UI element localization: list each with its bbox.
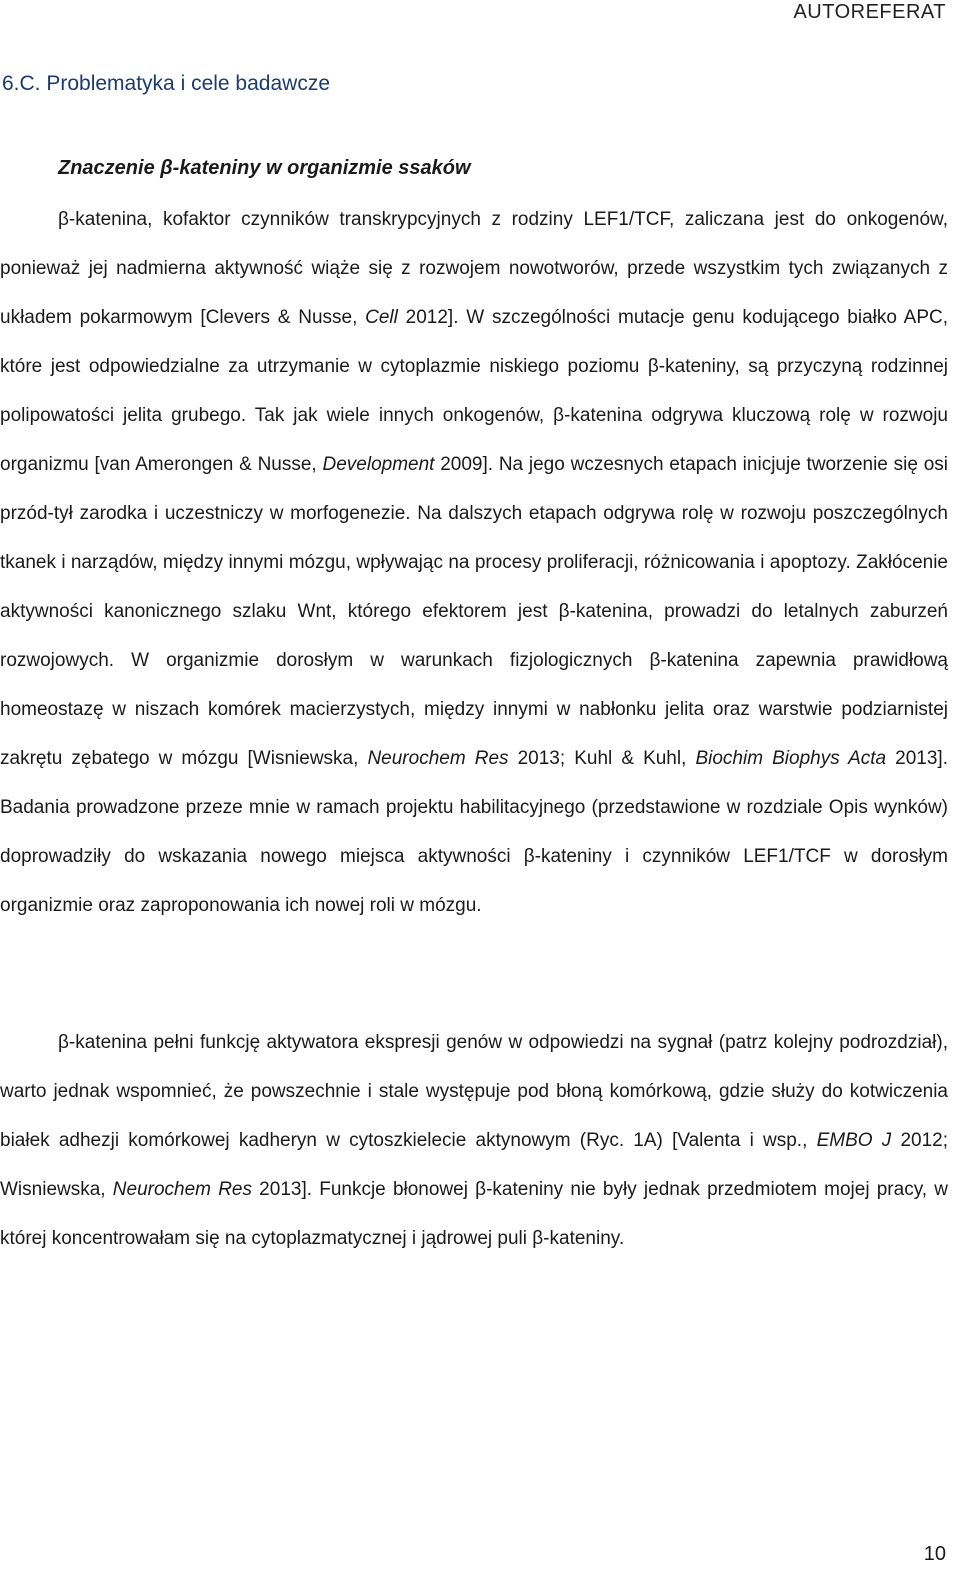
journal-name: EMBO J: [816, 1130, 892, 1151]
journal-name: Neurochem Res: [367, 748, 509, 769]
text-run: 2013]. Funkcje błonowej β-kateniny nie były jednak przedmiotem mojej pracy, w której koncentrowałam się na cytoplazmatycznej i jądrowej puli β-kateniny.: [0, 1179, 948, 1249]
paragraph-2: [0, 1018, 948, 1263]
text-run: 2012]. W szczególności mutacje genu kodującego białko APC, które jest odpowiedzialne za utrzymanie w cytoplazmie niskiego poziomu β-kateniny, są przyczyną rodzinnej polipowatości jelita grubego. Tak jak wiele innych onkogenów, β-katenina odgrywa kluczową rolę w rozwoju organizmu [van Amerongen & Nusse,: [0, 307, 948, 475]
journal-name: Cell: [365, 307, 398, 328]
text-run: β-katenina, kofaktor czynników transkrypcyjnych z rodziny LEF1/TCF, zaliczana jest do onkogenów, ponieważ jej nadmierna aktywność wiąże się z rozwojem nowotworów, przede wszystkim tych związanych z układem pokarmowym [Clevers & Nusse,: [0, 209, 948, 328]
subheading: Znaczenie β-kateniny w organizmie ssaków: [58, 157, 471, 179]
text-run: 2009]. Na jego wczesnych etapach inicjuje tworzenie się osi przód-tył zarodka i uczestniczy w morfogenezie. Na dalszych etapach odgrywa rolę w rozwoju poszczególnych tkanek i narządów, między innymi mózgu, wpływając na procesy proliferacji, różnicowania i apoptozy. Zakłócenie aktywności kanonicznego szlaku Wnt, którego efektorem jest β-katenina, prowadzi do letalnych zaburzeń rozwojowych. W organizmie dorosłym w warunkach fizjologicznych β-katenina zapewnia prawidłową homeostazę w niszach komórek macierzystych, między innymi w nabłonku jelita oraz warstwie podziarnistej zakrętu zębatego w mózgu [Wisniewska,: [0, 454, 948, 769]
journal-name: Biochim Biophys Acta: [695, 748, 887, 769]
running-header: AUTOREFERAT: [793, 1, 946, 23]
text-run: β-katenina pełni funkcję aktywatora ekspresji genów w odpowiedzi na sygnał (patrz kolejny podrozdział), warto jednak wspomnieć, że powszechnie i stale występuje pod błoną komórkową, gdzie służy do kotwiczenia białek adhezji komórkowej kadheryn w cytoszkielecie aktynowym (Ryc. 1A) [Valenta i wsp.,: [0, 1032, 948, 1151]
text-run: 2012; Wisniewska,: [0, 1130, 949, 1200]
journal-name: Development: [322, 454, 435, 475]
section-heading: 6.C. Problematyka i cele badawcze: [2, 72, 330, 95]
text-run: 2013; Kuhl & Kuhl,: [508, 748, 696, 769]
paragraph-1: [0, 195, 948, 930]
text-run: 2013]. Badania prowadzone przeze mnie w ramach projektu habilitacyjnego (przedstawione w rozdziale Opis wynków) doprowadziły do wskazania nowego miejsca aktywności β-kateniny i czynników LEF1/TCF w dorosłym organizmie oraz zaproponowania ich nowej roli w mózgu.: [0, 748, 948, 916]
journal-name: Neurochem Res: [112, 1179, 252, 1200]
page-number: 10: [923, 1543, 946, 1565]
